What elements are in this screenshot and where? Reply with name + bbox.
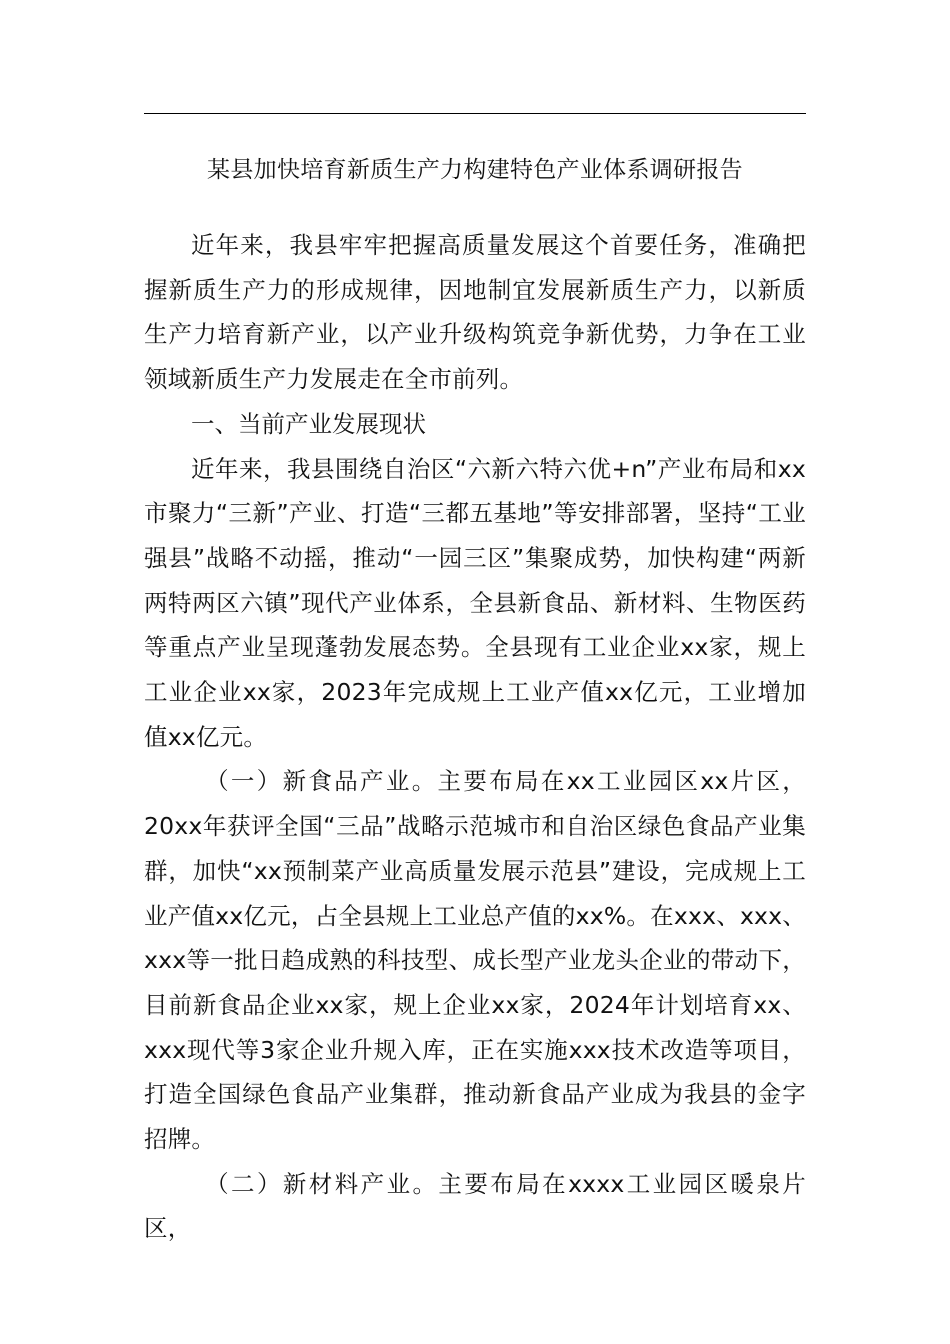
new-food-paragraph: （一）新食品产业。主要布局在xx工业园区xx片区，20xx年获评全国“三品”战略示范城市和自治区绿色食品产业集群，加快“xx预制菜产业高质量发展示范县”建设，完成规上工业产值xx亿元，占全县规上工业总产值的xx%。在xxx、xxx、xxx等一批日趋成熟的科技型、成长型产业龙头企业的带动下，目前新食品企业xx家，规上企业xx家，2024年计划培育xx、xxx现代等3家企业升规入库，正在实施xxx技术改造等项目，打造全国绿色食品产业集群，推动新食品产业成为我县的金字招牌。 [144, 767, 806, 1154]
header-rule [144, 113, 806, 114]
status-paragraph: 近年来，我县围绕自治区“六新六特六优+n”产业布局和xx市聚力“三新”产业、打造“三都五基地”等安排部署，坚持“工业强县”战略不动摇，推动“一园三区”集聚成势，加快构建“两新两特两区六镇”现代产业体系，全县新食品、新材料、生物医药等重点产业呈现蓬勃发展态势。全县现有工业企业xx家，规上工业企业xx家，2023年完成规上工业产值xx亿元，工业增加值xx亿元。 [144, 454, 806, 751]
document-title: 某县加快培育新质生产力构建特色产业体系调研报告 [207, 157, 743, 183]
new-materials-paragraph: （二）新材料产业。主要布局在xxxx工业园区暖泉片区， [144, 1169, 806, 1243]
document-body [144, 223, 806, 1251]
section-heading: 一、当前产业发展现状 [191, 409, 426, 438]
intro-paragraph: 近年来，我县牢牢把握高质量发展这个首要任务，准确把握新质生产力的形成规律，因地制宜发展新质生产力，以新质生产力培育新产业，以产业升级构筑竞争新优势，力争在工业领域新质生产力发展走在全市前列。 [144, 231, 806, 394]
